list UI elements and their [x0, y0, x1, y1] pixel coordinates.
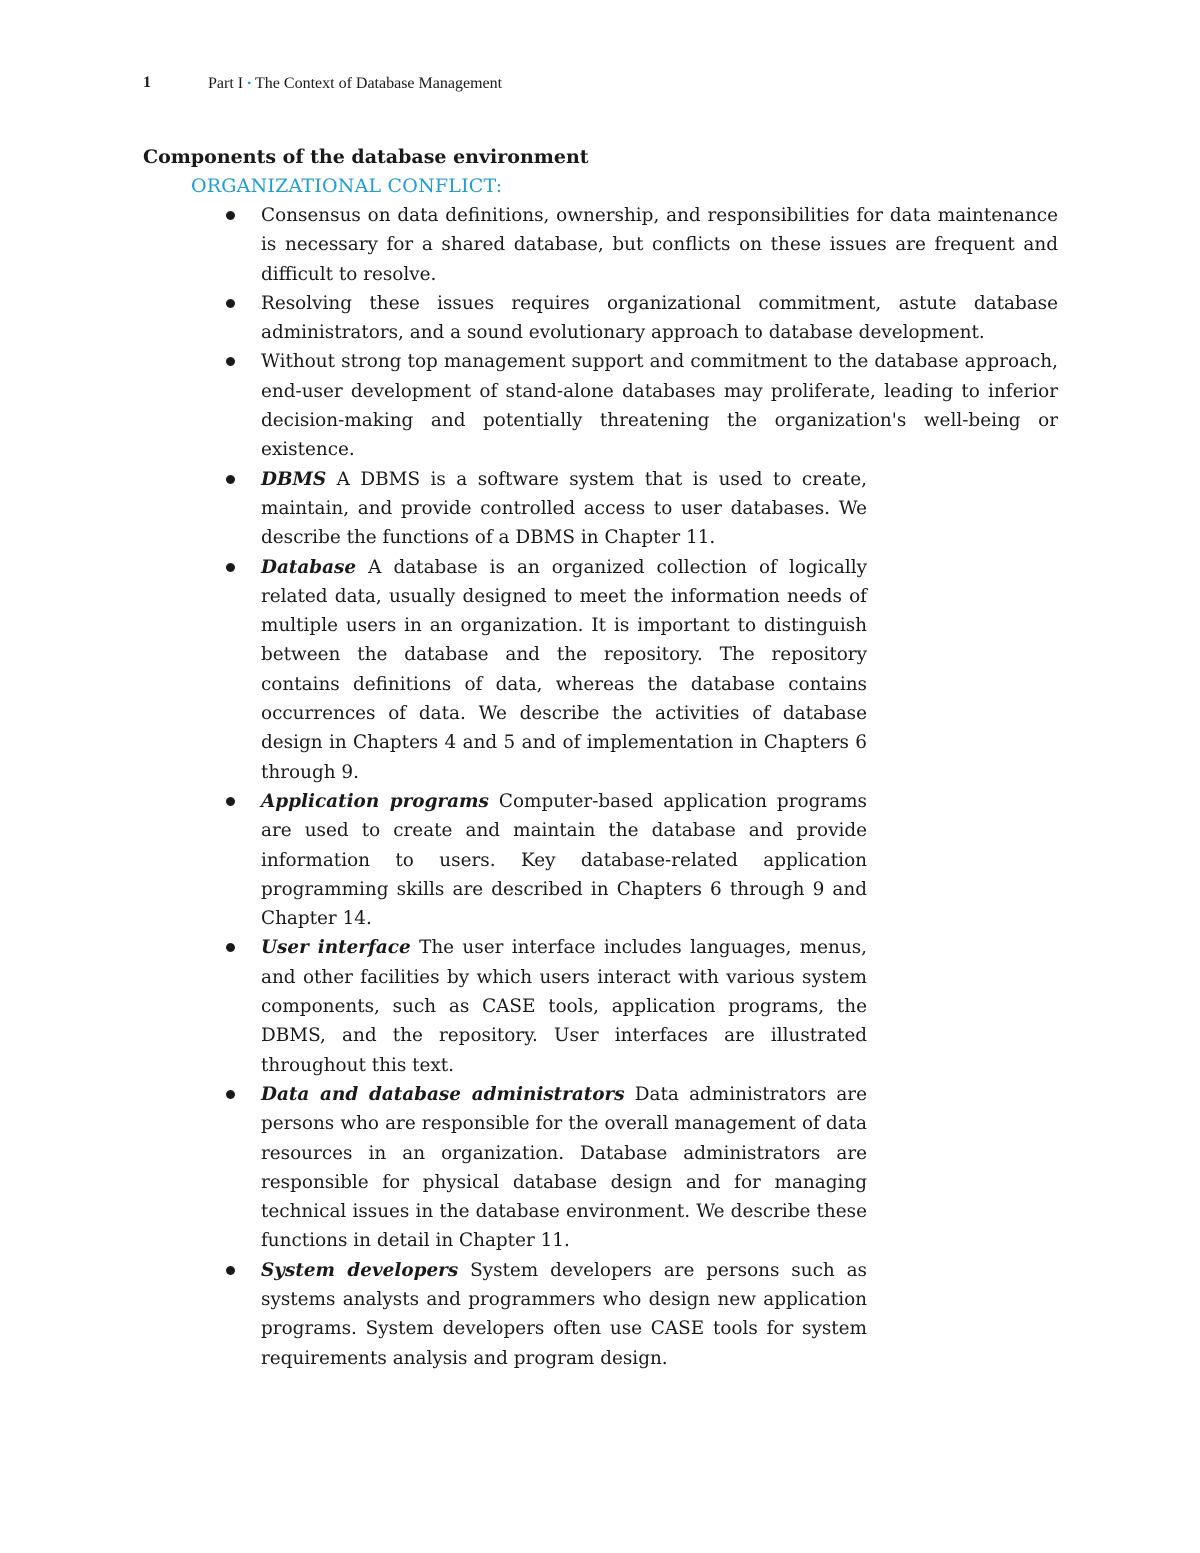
item-text: A DBMS is a software system that is used to create, maintain, and provide controlled access to user databases. We describe the functions of a DBMS in Chapter 11. — [261, 468, 867, 549]
list-item — [261, 1256, 867, 1373]
item-text: Without strong top management support and commitment to the database approach, end-user development of stand-alone databases may proliferate, leading to inferior decision-making and potentially threatening the organization's well-being or existence. — [261, 351, 1058, 461]
bullet-icon — [226, 475, 235, 484]
item-term: User interface — [261, 937, 411, 959]
list-item — [261, 201, 1058, 289]
bullet-icon — [226, 299, 235, 308]
list-item — [261, 465, 867, 553]
item-text: Resolving these issues requires organizational commitment, astute database administrators, and a sound evolutionary approach to database development. — [261, 292, 1058, 344]
list-item — [261, 787, 867, 933]
bullet-icon — [226, 563, 235, 572]
list-item — [261, 289, 1058, 348]
item-text: Data administrators are persons who are responsible for the overall management of data resources in an organization. Database administrators are responsible for physical database design and for managing technical issues in the database environment. We describe these functions in detail in Chapter 11. — [261, 1083, 867, 1252]
list-item — [261, 553, 867, 787]
bullet-list — [0, 201, 1058, 1373]
item-term: Data and database administrators — [261, 1083, 625, 1105]
item-term: Application programs — [261, 790, 489, 812]
list-item — [261, 1080, 867, 1256]
bullet-icon — [226, 797, 235, 806]
item-text: The user interface includes languages, menus, and other facilities by which users interact with various system components, such as CASE tools, application programs, the DBMS, and the repository. User interfaces are illustrated throughout this text. — [261, 937, 867, 1076]
list-item — [261, 347, 1058, 464]
item-text: A database is an organized collection of logically related data, usually designed to meet the information needs of multiple users in an organization. It is important to distinguish between the database and the repository. The repository contains definitions of data, whereas the database contains occurrences of data. We describe the activities of database design in Chapters 4 and 5 and of implementation in Chapters 6 through 9. — [261, 556, 867, 783]
running-head — [208, 70, 502, 97]
section-subheading: ORGANIZATIONAL CONFLICT: — [191, 175, 503, 197]
item-term: Database — [261, 556, 357, 578]
item-text: System developers are persons such as systems analysts and programmers who design new application programs. System developers often use CASE tools for system requirements analysis and program design. — [261, 1259, 867, 1369]
book-title: The Context of Database Management — [255, 75, 503, 92]
separator-bullet-icon: • — [247, 76, 252, 90]
section-heading: Components of the database environment — [143, 146, 589, 168]
list-item — [261, 933, 867, 1079]
bullet-icon — [226, 1266, 235, 1275]
bullet-icon — [226, 943, 235, 952]
page-number: 1 — [143, 74, 151, 91]
item-text: Consensus on data definitions, ownership, and responsibilities for data maintenance is necessary for a shared database, but conflicts on these issues are frequent and difficult to resolve. — [261, 205, 1058, 285]
bullet-icon — [226, 1090, 235, 1099]
item-term: System developers — [261, 1259, 459, 1281]
bullet-icon — [226, 357, 235, 366]
bullet-icon — [226, 211, 235, 220]
item-text: Computer-based application programs are used to create and maintain the database and provide information to users. Key database-related application programming skills are described in Chapters 6 through 9 and Chapter 14. — [261, 790, 867, 930]
part-label: Part I — [208, 75, 244, 92]
running-header — [143, 70, 1043, 96]
item-term: DBMS — [261, 468, 327, 490]
